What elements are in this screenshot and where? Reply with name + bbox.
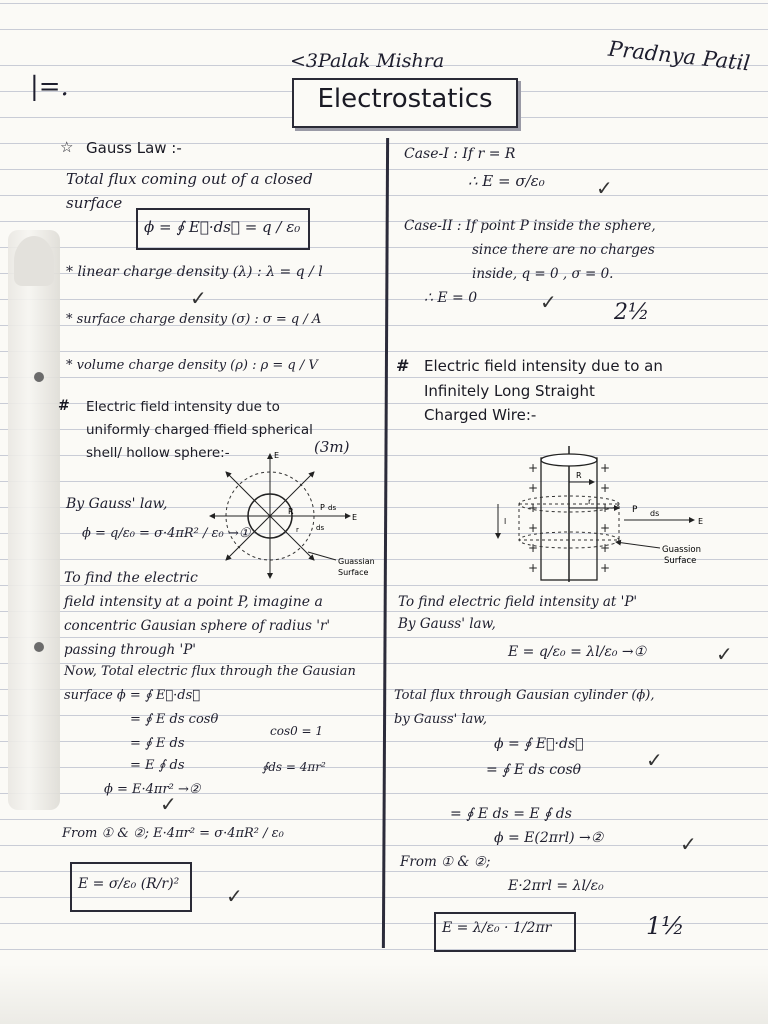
svg-text:+: +	[528, 461, 539, 475]
page-bottom-edge	[0, 964, 768, 1024]
binder-clip	[8, 230, 60, 810]
page-title: Electrostatics	[317, 84, 493, 114]
column-divider	[382, 138, 389, 948]
equation-1: E = q/ε₀ = λl/ε₀ →①	[508, 644, 647, 660]
now-text-2: surface ϕ = ∮ E⃗·ds⃗	[64, 688, 201, 703]
title-box	[292, 78, 518, 128]
check-mark: ✓	[540, 290, 557, 314]
e-label: E	[274, 451, 280, 460]
cos-note: cos0 = 1	[270, 724, 324, 738]
total-flux-2: by Gauss' law,	[394, 712, 487, 727]
total-flux-1: Total flux through Gausian cylinder (ϕ),	[394, 688, 655, 703]
efi-heading-2: uniformly charged ffield spherical	[86, 422, 313, 438]
total-step-4: ϕ = E(2πrl) →②	[494, 830, 604, 846]
wire-heading-3: Charged Wire:-	[424, 406, 537, 424]
final-answer: E = σ/ε₀ (R/r)²	[78, 876, 180, 892]
l-label: l	[504, 517, 507, 526]
author-left: <3Palak Mishra	[290, 50, 445, 72]
gauss-law-label: By Gauss' law,	[66, 496, 168, 512]
surface-label: Guassian	[338, 557, 375, 566]
case-2-eq: ∴ E = 0	[424, 290, 478, 306]
r2-label: r	[588, 497, 592, 506]
step-1: = ∮ E ds cosθ	[130, 712, 219, 727]
surface-label: Surface	[664, 556, 697, 566]
svg-text:+: +	[600, 461, 611, 475]
step-2: = ∮ E ds	[130, 736, 185, 751]
linear-density: * linear charge density (λ) : λ = q / l	[66, 264, 323, 280]
binder-clip-tip	[14, 236, 54, 286]
check-mark: ✓	[716, 642, 733, 666]
find-text-4: passing through 'P'	[64, 642, 197, 658]
svg-text:+: +	[600, 481, 611, 495]
svg-text:+: +	[528, 481, 539, 495]
svg-text:+: +	[600, 541, 611, 555]
ds-label: ds	[328, 504, 337, 512]
hash-icon: #	[58, 398, 70, 414]
case-1-eq: ∴ E = σ/ε₀	[468, 172, 545, 190]
check-mark: ✓	[226, 884, 243, 908]
e-label: E	[698, 517, 704, 526]
flux-text-2: surface	[66, 194, 123, 212]
ds-label: ds	[316, 524, 325, 532]
total-step-1: ϕ = ∮ E⃗·ds⃗	[494, 736, 584, 752]
case-2-line-1: Case-II : If point P inside the sphere,	[404, 218, 656, 234]
ds-note: ∮ds = 4πr²	[262, 760, 326, 774]
svg-text:+: +	[528, 501, 539, 515]
from-equation: From ① & ②; E·4πr² = σ·4πR² / ε₀	[62, 826, 284, 841]
now-text-1: Now, Total electric flux through the Gausian	[64, 664, 356, 679]
step-3: = E ∮ ds	[130, 758, 185, 773]
check-mark: ✓	[596, 176, 613, 200]
svg-text:+: +	[528, 561, 539, 575]
final-answer-right: E = λ/ε₀ · 1/2πr	[442, 920, 552, 936]
svg-text:+: +	[600, 561, 611, 575]
case-2-line-2: since there are no charges	[472, 242, 655, 258]
score-mark: 2½	[614, 300, 650, 325]
r-label: R	[288, 507, 294, 516]
e-label: E	[352, 513, 358, 522]
svg-text:+: +	[600, 521, 611, 535]
check-mark: ✓	[190, 286, 207, 310]
hash-icon: #	[396, 356, 410, 375]
star-icon: ☆	[60, 138, 74, 156]
find-line: To find electric field intensity at 'P'	[398, 594, 638, 610]
surface-density: * surface charge density (σ) : σ = q / A	[66, 312, 322, 327]
step-4: ϕ = E·4πr² →②	[104, 782, 201, 797]
svg-text:+: +	[528, 541, 539, 555]
marks-label: (3m)	[314, 438, 350, 456]
gauss-heading: Gauss Law :-	[86, 139, 182, 157]
efi-heading-3: shell/ hollow sphere:-	[86, 445, 230, 461]
margin-mark: |=.	[30, 72, 69, 102]
flux-text-1: Total flux coming out of a closed	[66, 170, 313, 188]
r-label: R	[576, 471, 582, 480]
wire-heading-1: Electric field intensity due to an	[424, 357, 663, 375]
final-score: 1½	[646, 912, 685, 940]
check-mark: ✓	[646, 748, 663, 772]
total-step-2: = ∮ E ds cosθ	[486, 762, 582, 778]
find-text-2: field intensity at a point P, imagine a	[64, 594, 323, 610]
efi-heading-1: Electric field intensity due to	[86, 399, 280, 415]
check-mark: ✓	[160, 792, 177, 816]
total-step-3: = ∮ E ds = E ∮ ds	[450, 806, 572, 822]
p-label: P	[632, 505, 638, 515]
sphere-diagram	[200, 448, 380, 588]
find-text-1: To find the electric	[64, 570, 198, 586]
author-right: Pradnya Patil	[607, 36, 752, 76]
check-mark: ✓	[680, 832, 697, 856]
p-label: P	[320, 503, 325, 512]
punch-hole	[34, 372, 44, 382]
surface-label: Surface	[338, 568, 369, 577]
from-equation-right: E·2πrl = λl/ε₀	[508, 878, 604, 894]
by-gauss-label: By Gauss' law,	[398, 616, 496, 632]
case-1: Case-I : If r = R	[404, 146, 516, 162]
case-2-line-3: inside, q = 0 , σ = 0.	[472, 266, 614, 282]
svg-text:+: +	[600, 501, 611, 515]
punch-hole	[34, 642, 44, 652]
cylinder-diagram	[484, 446, 724, 586]
ds-label: ds	[650, 509, 660, 518]
gauss-law-eq: ϕ = q/ε₀ = σ·4πR² / ε₀ →①	[82, 526, 251, 541]
volume-density: * volume charge density (ρ) : ρ = q / V	[66, 358, 318, 373]
r2-label: r	[296, 526, 299, 534]
surface-label: Guassion	[662, 545, 701, 555]
from-label: From ① & ②;	[400, 854, 491, 870]
svg-text:+: +	[528, 521, 539, 535]
find-text-3: concentric Gausian sphere of radius 'r'	[64, 618, 331, 634]
gauss-formula: ϕ = ∮ E⃗·ds⃗ = q / ε₀	[144, 218, 301, 236]
wire-heading-2: Infinitely Long Straight	[424, 382, 595, 400]
